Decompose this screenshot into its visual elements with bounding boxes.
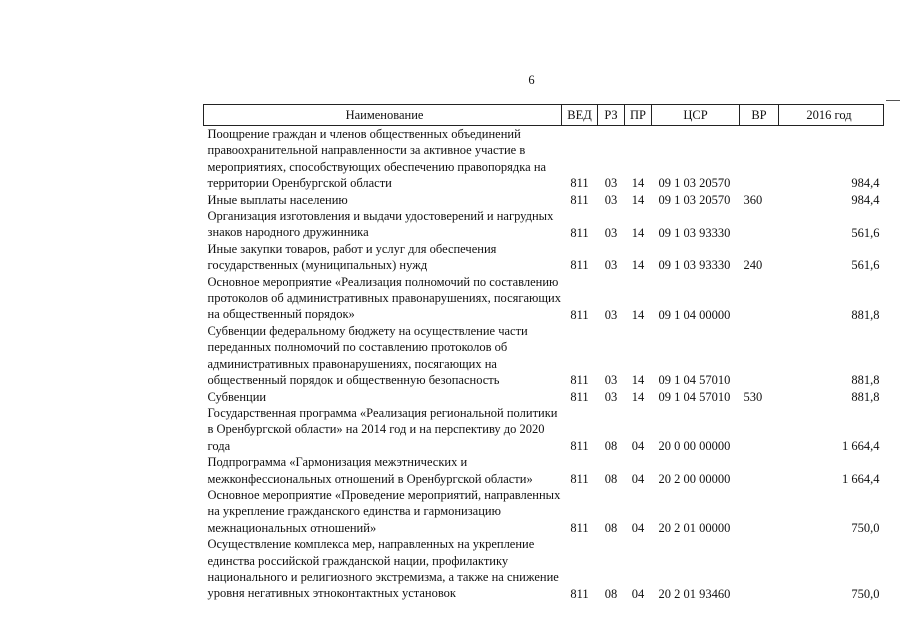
cell-name: Государственная программа «Реализация региональной политики в Оренбургской области» на 2014 год и на перспективу до 2020 года	[207, 405, 558, 453]
cell-year: 1 664,4	[842, 438, 880, 453]
cell-csr: 09 1 04 00000	[658, 307, 731, 322]
page-number: 6	[528, 73, 535, 87]
table-row	[204, 487, 884, 536]
cell-pr: 14	[631, 373, 645, 388]
table-row	[204, 389, 884, 405]
cell-csr: 20 0 00 00000	[658, 438, 731, 453]
cell-rz: 03	[604, 307, 618, 322]
margin-rule	[886, 100, 900, 101]
table-row	[204, 274, 884, 323]
table-header	[204, 105, 884, 126]
table-body	[204, 126, 884, 602]
cell-vr	[740, 536, 779, 602]
cell-vr	[740, 405, 779, 454]
cell-ved: 811	[570, 520, 589, 535]
cell-pr: 04	[631, 471, 645, 486]
cell-year: 984,4	[851, 192, 880, 207]
cell-ved: 811	[570, 225, 589, 240]
cell-pr: 14	[631, 192, 645, 207]
cell-rz: 03	[604, 258, 618, 273]
table-row	[204, 192, 884, 208]
cell-ved: 811	[570, 438, 589, 453]
cell-year: 750,0	[851, 520, 880, 535]
cell-ved: 811	[570, 586, 589, 601]
cell-ved: 811	[570, 373, 589, 388]
cell-rz: 03	[604, 192, 618, 207]
cell-rz: 08	[604, 586, 618, 601]
cell-ved: 811	[570, 258, 589, 273]
cell-pr: 14	[631, 258, 645, 273]
cell-vr	[740, 454, 779, 487]
cell-ved: 811	[570, 176, 589, 191]
table-row	[204, 208, 884, 241]
cell-name: Иные закупки товаров, работ и услуг для обеспечения государственных (муниципальных) нужд	[207, 241, 497, 273]
cell-year: 881,8	[851, 389, 880, 404]
cell-name: Субвенции федеральному бюджету на осуществление части переданных полномочий по составлению протоколов об административных правонарушениях, посягающих на общественный порядок и общественную безопасность	[207, 323, 528, 388]
cell-pr: 04	[631, 520, 645, 535]
cell-vr	[740, 126, 779, 192]
cell-rz: 08	[604, 520, 618, 535]
cell-vr	[740, 274, 779, 323]
cell-name: Основное мероприятие «Реализация полномочий по составлению протоколов об административных правонарушениях, посягающих на общественный порядок»	[207, 274, 561, 322]
cell-year: 750,0	[851, 586, 880, 601]
table-row	[204, 241, 884, 274]
cell-rz: 03	[604, 176, 618, 191]
cell-csr: 09 1 03 93330	[658, 258, 731, 273]
cell-pr: 04	[631, 438, 645, 453]
cell-rz: 08	[604, 471, 618, 486]
header-year: 2016 год	[779, 105, 884, 126]
cell-vr: 240	[743, 258, 763, 273]
cell-pr: 04	[631, 586, 645, 601]
cell-name: Основное мероприятие «Проведение мероприятий, направленных на укрепление гражданского единства и гармонизацию межнациональных отношений»	[207, 487, 561, 535]
cell-name: Иные выплаты населению	[207, 192, 348, 207]
cell-year: 881,8	[851, 373, 880, 388]
cell-name: Поощрение граждан и членов общественных объединений правоохранительной направленности за активное участие в мероприятиях, способствующих обеспечению правопорядка на территории Оренбургской области	[207, 127, 547, 191]
cell-csr: 09 1 04 57010	[658, 389, 731, 404]
cell-csr: 09 1 03 93330	[658, 225, 731, 240]
cell-name: Субвенции	[207, 389, 267, 404]
table-row	[204, 536, 884, 602]
table-row	[204, 323, 884, 389]
cell-csr: 20 2 00 00000	[658, 471, 731, 486]
cell-year: 561,6	[851, 258, 880, 273]
cell-csr: 09 1 03 20570	[658, 192, 731, 207]
cell-year: 881,8	[851, 307, 880, 322]
cell-year: 984,4	[851, 176, 880, 191]
cell-csr: 09 1 03 20570	[658, 176, 731, 191]
table-row	[204, 454, 884, 487]
cell-rz: 03	[604, 373, 618, 388]
cell-name: Организация изготовления и выдачи удостоверений и нагрудных знаков народного дружинника	[207, 209, 554, 240]
header-csr: ЦСР	[652, 105, 740, 126]
cell-vr	[740, 208, 779, 241]
cell-pr: 14	[631, 176, 645, 191]
table-row	[204, 126, 884, 192]
cell-rz: 08	[604, 438, 618, 453]
cell-csr: 20 2 01 00000	[658, 520, 731, 535]
cell-vr	[740, 487, 779, 536]
header-name: Наименование	[204, 105, 562, 126]
cell-vr: 360	[743, 192, 763, 207]
cell-pr: 14	[631, 307, 645, 322]
cell-csr: 09 1 04 57010	[658, 373, 731, 388]
header-vr: ВР	[740, 105, 779, 126]
cell-name: Подпрограмма «Гармонизация межэтнических и межконфессиональных отношений в Оренбургской области»	[207, 455, 533, 486]
cell-pr: 14	[631, 225, 645, 240]
cell-ved: 811	[570, 307, 589, 322]
budget-table	[203, 104, 884, 602]
cell-rz: 03	[604, 389, 618, 404]
cell-vr	[740, 323, 779, 389]
table-row	[204, 405, 884, 454]
cell-pr: 14	[631, 389, 645, 404]
header-pr: ПР	[625, 105, 652, 126]
header-rz: РЗ	[598, 105, 625, 126]
cell-csr: 20 2 01 93460	[658, 586, 731, 601]
cell-rz: 03	[604, 225, 618, 240]
cell-year: 561,6	[851, 225, 880, 240]
cell-ved: 811	[570, 192, 589, 207]
cell-ved: 811	[570, 471, 589, 486]
header-ved: ВЕД	[562, 105, 598, 126]
cell-ved: 811	[570, 389, 589, 404]
cell-year: 1 664,4	[842, 471, 880, 486]
cell-name: Осуществление комплекса мер, направленных на укрепление единства российской гражданской нации, профилактику национального и религиозного экстремизма, а также на снижение уровня негативных этноконтактных установок	[207, 537, 559, 601]
cell-vr: 530	[743, 389, 763, 404]
